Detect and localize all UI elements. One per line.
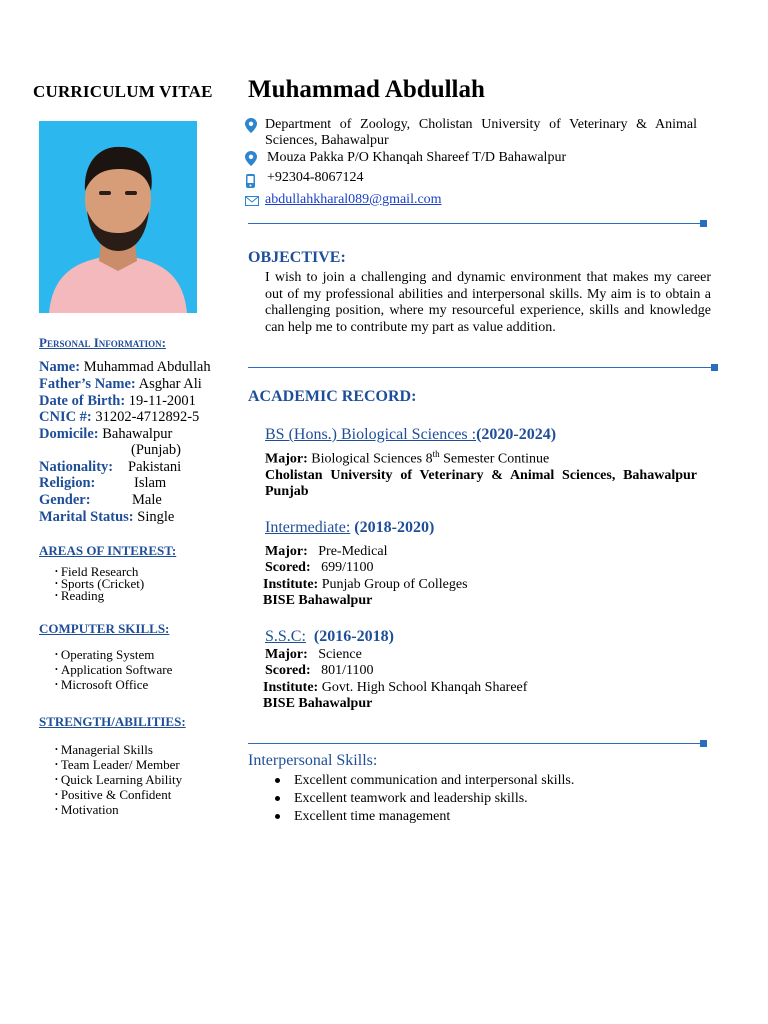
intermediate-scored: Scored: 699/1100	[265, 560, 374, 575]
address-line-2: Mouza Pakka P/O Khanqah Shareef T/D Bahawalpur	[245, 150, 697, 167]
list-item: Excellent communication and interpersonal skills.	[275, 772, 574, 790]
interests-heading: AREAS OF INTEREST:	[39, 543, 177, 558]
list-item: • Microsoft Office	[55, 677, 149, 692]
list-item: • Sports (Cricket)	[55, 576, 145, 591]
ssc-major: Major: Science	[265, 646, 362, 662]
intermediate-institute: Institute: Punjab Group of Colleges	[263, 576, 468, 592]
interests-list	[55, 566, 144, 602]
list-item: • Application Software	[55, 662, 173, 677]
ssc-board: BISE Bahawalpur	[263, 696, 373, 711]
personal-dob-row: Date of Birth: 19-11-2001	[39, 393, 196, 409]
list-item: • Operating System	[55, 647, 155, 662]
strengths-heading: STRENGTH/ABILITIES:	[39, 714, 186, 729]
objective-heading: OBJECTIVE:	[248, 249, 346, 266]
phone-line: +92304-8067124	[245, 170, 697, 187]
ssc-title: S.S.C: (2016-2018)	[265, 628, 394, 645]
personal-marital-row: Marital Status: Single	[39, 509, 175, 525]
bs-institution: Cholistan University of Veterinary & Animal Sciences, Bahawalpur Punjab	[265, 467, 697, 500]
list-item: • Managerial Skills	[55, 742, 153, 757]
academic-heading: ACADEMIC RECORD:	[248, 388, 417, 405]
intermediate-title: Intermediate: (2018-2020)	[265, 519, 435, 536]
personal-info-heading: Personal Information:	[39, 335, 166, 350]
location-pin-icon	[245, 151, 259, 165]
ssc-institute: Institute: Govt. High School Khanqah Shareef	[263, 679, 528, 695]
location-pin-icon	[245, 118, 259, 132]
intermediate-record	[265, 520, 468, 610]
interpersonal-heading: Interpersonal Skills:	[248, 752, 378, 769]
personal-name-row: Name: Muhammad Abdullah	[39, 359, 211, 375]
portrait-image	[39, 121, 197, 313]
objective-text: I wish to join a challenging and dynamic environment that makes my career out of my professional abilities and interpersonal skills. My aim is to obtain a challenging position, where my resourceful experience, skills and knowledge can help me to contribute my part as value addition.	[265, 270, 711, 335]
computer-skills-heading: COMPUTER SKILLS:	[39, 621, 170, 636]
list-item: • Positive & Confident	[55, 787, 172, 802]
list-item: • Team Leader/ Member	[55, 757, 180, 772]
list-item: Excellent teamwork and leadership skills.	[275, 790, 574, 808]
personal-religion-row: Religion: Islam	[39, 475, 167, 491]
bs-major: Major: Biological Sciences 8th Semester Continue	[265, 448, 550, 467]
personal-domicile-row: Domicile: Bahawalpur	[39, 426, 173, 442]
list-item: Excellent time management	[275, 808, 574, 826]
personal-nationality-row: Nationality: Pakistani	[39, 459, 182, 475]
strengths-list	[55, 742, 182, 817]
cv-label: CURRICULUM VITAE	[33, 82, 213, 101]
intermediate-major: Major: Pre-Medical	[265, 543, 388, 559]
personal-gender-row: Gender: Male	[39, 492, 162, 508]
bs-title: BS (Hons.) Biological Sciences :(2020-2024)	[265, 426, 557, 443]
personal-domicile-province: (Punjab)	[131, 442, 181, 458]
address-line-1: Department of Zoology, Cholistan University of Veterinary & Animal Sciences, Bahawalpur	[245, 117, 697, 151]
divider	[248, 743, 700, 744]
personal-cnic-row: CNIC #: 31202-4712892-5	[39, 409, 200, 425]
list-item: • Motivation	[55, 802, 119, 817]
interpersonal-list	[275, 772, 574, 826]
divider	[248, 223, 700, 224]
personal-father-row: Father’s Name: Asghar Ali	[39, 376, 202, 392]
divider	[248, 367, 711, 368]
ssc-scored: Scored: 801/1100	[265, 663, 374, 678]
candidate-name: Muhammad Abdullah	[248, 76, 485, 103]
computer-skills-list	[55, 647, 172, 692]
email-line	[245, 192, 697, 209]
list-item: • Reading	[55, 588, 105, 603]
list-item: • Field Research	[55, 564, 139, 579]
intermediate-board: BISE Bahawalpur	[263, 593, 373, 608]
ssc-record	[265, 629, 527, 713]
list-item: • Quick Learning Ability	[55, 772, 183, 787]
phone-icon	[245, 174, 259, 188]
bs-record	[265, 427, 697, 501]
email-link[interactable]: abdullahkharal089@gmail.com	[265, 192, 442, 207]
envelope-icon	[245, 195, 259, 209]
profile-photo	[39, 121, 197, 313]
